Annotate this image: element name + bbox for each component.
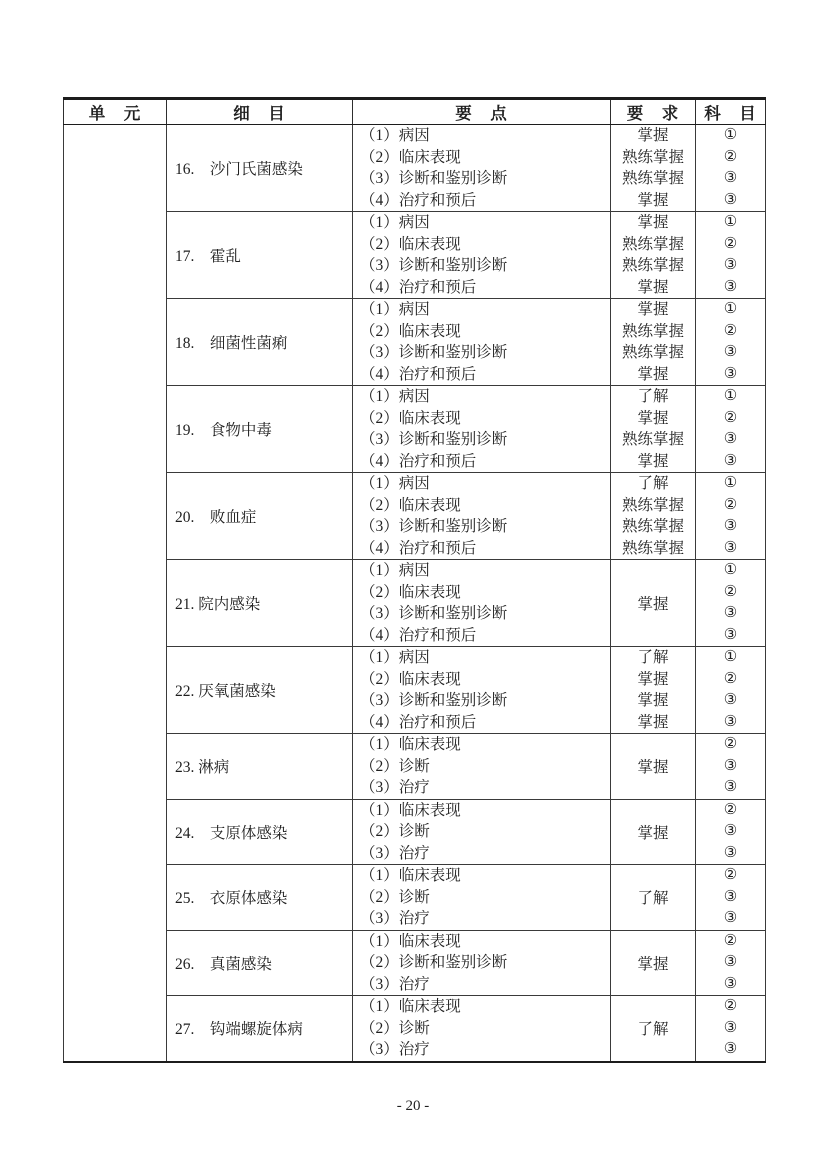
point-line: （1）病因 [360,301,430,318]
point-line: （3）治疗 [360,975,430,993]
point-line: （1）临床表现 [360,736,461,753]
requirement-text: 熟练掌握 [621,496,684,514]
point-line: （1）临床表现 [360,801,461,819]
subject-number: ① [723,649,738,665]
requirement-text: 熟练掌握 [621,235,684,253]
subject-cell [696,473,766,560]
point-line: （3）诊断和鉴别诊断 [360,605,508,622]
requirement-text: 掌握 [637,301,669,318]
point-line: （2）临床表现 [360,148,461,166]
requirement-text: 掌握 [637,278,669,296]
table-row [64,930,766,996]
subject-number: ① [723,301,738,317]
point-line: （3）治疗 [360,910,430,927]
syllabus-table [63,97,766,1063]
unit-cell [64,125,167,1062]
requirement-cell [611,647,696,734]
item-cell: 22. 厌氧菌感染 [167,647,353,734]
points-cell [353,299,611,386]
item-cell: 18. 细菌性菌痢 [167,299,353,386]
point-line: （2）诊断 [360,757,430,775]
subject-number: ③ [723,278,738,295]
subject-number: ③ [723,539,738,556]
subject-number: ③ [723,518,738,534]
table-body [64,125,766,1062]
subject-cell [696,125,766,212]
table-row [64,386,766,473]
column-header-unit: 单 元 [64,99,167,125]
requirement-text: 了解 [637,475,669,492]
subject-number: ③ [723,823,738,839]
points-cell [353,865,611,931]
item-cell: 24. 支原体感染 [167,799,353,865]
requirement-text: 掌握 [637,127,669,144]
point-line: （3）治疗 [360,844,430,862]
requirement-text: 掌握 [637,824,669,842]
subject-cell [696,647,766,734]
table-row [64,212,766,299]
subject-number: ① [723,562,738,578]
item-cell: 20. 败血症 [167,473,353,560]
subject-cell [696,386,766,473]
subject-number: ③ [723,713,738,730]
item-cell: 17. 霍乱 [167,212,353,299]
requirement-cell [611,473,696,560]
requirement-cell [611,734,696,800]
requirement-text: 熟练掌握 [621,539,684,557]
requirement-cell [611,799,696,865]
subject-number: ② [723,496,738,513]
table-row [64,996,766,1062]
subject-number: ③ [723,170,738,186]
subject-number: ③ [723,844,738,861]
points-cell [353,212,611,299]
column-header-points: 要 点 [353,99,611,125]
requirement-text: 熟练掌握 [621,344,684,361]
point-line: （3）治疗 [360,779,430,796]
table-row [64,734,766,800]
requirement-text: 熟练掌握 [621,518,684,535]
point-line: （2）诊断 [360,1019,430,1037]
subject-number: ② [723,148,738,165]
requirement-text: 了解 [637,649,669,666]
requirement-cell [611,560,696,647]
subject-number: ③ [723,1019,738,1036]
subject-number: ② [723,801,738,818]
requirement-cell [611,930,696,996]
requirement-text: 了解 [637,890,669,908]
subject-number: ① [723,127,738,143]
requirement-cell [611,212,696,299]
subject-cell [696,865,766,931]
subject-number: ① [723,388,738,404]
subject-number: ③ [723,431,738,447]
table-header-row [64,99,766,125]
subject-number: ① [723,475,738,491]
point-line: （1）病因 [360,127,430,144]
requirement-text: 掌握 [637,692,669,709]
requirement-text: 掌握 [637,191,669,209]
point-line: （2）临床表现 [360,583,461,601]
column-header-subject: 科 目 [696,99,766,125]
requirement-text: 熟练掌握 [621,322,684,340]
point-line: （2）诊断 [360,823,430,840]
subject-number: ③ [723,888,738,905]
item-cell: 19. 食物中毒 [167,386,353,473]
point-line: （4）治疗和预后 [360,191,477,209]
point-line: （3）诊断和鉴别诊断 [360,431,508,448]
subject-number: ③ [723,452,738,469]
points-cell [353,473,611,560]
subject-number: ③ [723,692,738,708]
requirement-text: 掌握 [637,214,669,231]
point-line: （3）诊断和鉴别诊断 [360,170,508,187]
item-cell: 23. 淋病 [167,734,353,800]
table-row [64,865,766,931]
subject-cell [696,212,766,299]
point-line: （4）治疗和预后 [360,539,477,557]
requirement-text: 掌握 [637,452,669,470]
point-line: （4）治疗和预后 [360,713,477,731]
table-row [64,799,766,865]
requirement-text: 了解 [637,1021,669,1039]
point-line: （2）临床表现 [360,670,461,688]
subject-cell [696,734,766,800]
points-cell [353,996,611,1062]
subject-number: ① [723,214,738,230]
subject-number: ② [723,670,738,687]
subject-number: ③ [723,975,738,992]
subject-number: ③ [723,257,738,273]
point-line: （2）诊断和鉴别诊断 [360,954,508,971]
subject-number: ② [723,583,738,600]
subject-number: ② [723,409,738,426]
item-cell: 25. 衣原体感染 [167,865,353,931]
requirement-cell [611,386,696,473]
table-header [64,99,766,125]
point-line: （1）临床表现 [360,867,461,884]
subject-number: ③ [723,365,738,382]
subject-number: ③ [723,605,738,621]
point-line: （2）临床表现 [360,322,461,340]
table-row [64,125,766,212]
point-line: （1）病因 [360,388,430,405]
requirement-text: 掌握 [637,713,669,731]
point-line: （3）诊断和鉴别诊断 [360,692,508,709]
point-line: （3）诊断和鉴别诊断 [360,344,508,361]
requirement-text: 熟练掌握 [621,170,684,187]
subject-number: ③ [723,626,738,643]
requirement-text: 熟练掌握 [621,257,684,274]
points-cell [353,799,611,865]
table-row [64,473,766,560]
subject-number: ② [723,736,738,752]
point-line: （4）治疗和预后 [360,278,477,296]
subject-cell [696,560,766,647]
requirement-text: 了解 [637,388,669,405]
requirement-text: 熟练掌握 [621,148,684,166]
requirement-text: 掌握 [637,596,669,613]
points-cell [353,386,611,473]
point-line: （1）病因 [360,649,430,666]
point-line: （4）治疗和预后 [360,626,477,644]
points-cell [353,734,611,800]
requirement-text: 掌握 [637,955,669,973]
subject-cell [696,930,766,996]
requirement-cell [611,865,696,931]
points-cell [353,560,611,647]
requirement-text: 掌握 [637,409,669,427]
point-line: （2）临床表现 [360,496,461,514]
points-cell [353,125,611,212]
subject-number: ③ [723,954,738,970]
column-header-item: 细 目 [167,99,353,125]
requirement-cell [611,125,696,212]
subject-number: ③ [723,191,738,208]
subject-number: ② [723,998,738,1014]
point-line: （4）治疗和预后 [360,452,477,470]
points-cell [353,930,611,996]
subject-number: ③ [723,1041,738,1057]
point-line: （2）诊断 [360,888,430,906]
table-row [64,560,766,647]
page-number: - 20 - [396,1098,430,1114]
requirement-cell [611,299,696,386]
requirement-cell [611,996,696,1062]
point-line: （1）临床表现 [360,932,461,950]
subject-number: ③ [723,344,738,360]
item-cell: 27. 钩端螺旋体病 [167,996,353,1062]
subject-cell [696,799,766,865]
point-line: （2）临床表现 [360,235,461,253]
point-line: （3）诊断和鉴别诊断 [360,518,508,535]
point-line: （4）治疗和预后 [360,365,477,383]
point-line: （3）治疗 [360,1041,430,1058]
requirement-text: 掌握 [637,759,669,777]
subject-cell [696,299,766,386]
item-cell: 26. 真菌感染 [167,930,353,996]
point-line: （1）病因 [360,562,430,579]
subject-cell [696,996,766,1062]
table-row [64,647,766,734]
table-row [64,299,766,386]
item-cell: 21. 院内感染 [167,560,353,647]
subject-number: ② [723,235,738,252]
subject-number: ③ [723,757,738,774]
point-line: （1）病因 [360,475,430,492]
requirement-text: 掌握 [637,670,669,688]
point-line: （2）临床表现 [360,409,461,427]
points-cell [353,647,611,734]
point-line: （1）病因 [360,214,430,231]
subject-number: ② [723,322,738,339]
subject-number: ② [723,932,738,949]
point-line: （1）临床表现 [360,998,461,1015]
requirement-text: 掌握 [637,365,669,383]
item-cell: 16. 沙门氏菌感染 [167,125,353,212]
point-line: （3）诊断和鉴别诊断 [360,257,508,274]
column-header-req: 要 求 [611,99,696,125]
requirement-text: 熟练掌握 [621,431,684,448]
subject-number: ③ [723,779,738,795]
subject-number: ② [723,867,738,883]
subject-number: ③ [723,910,738,926]
